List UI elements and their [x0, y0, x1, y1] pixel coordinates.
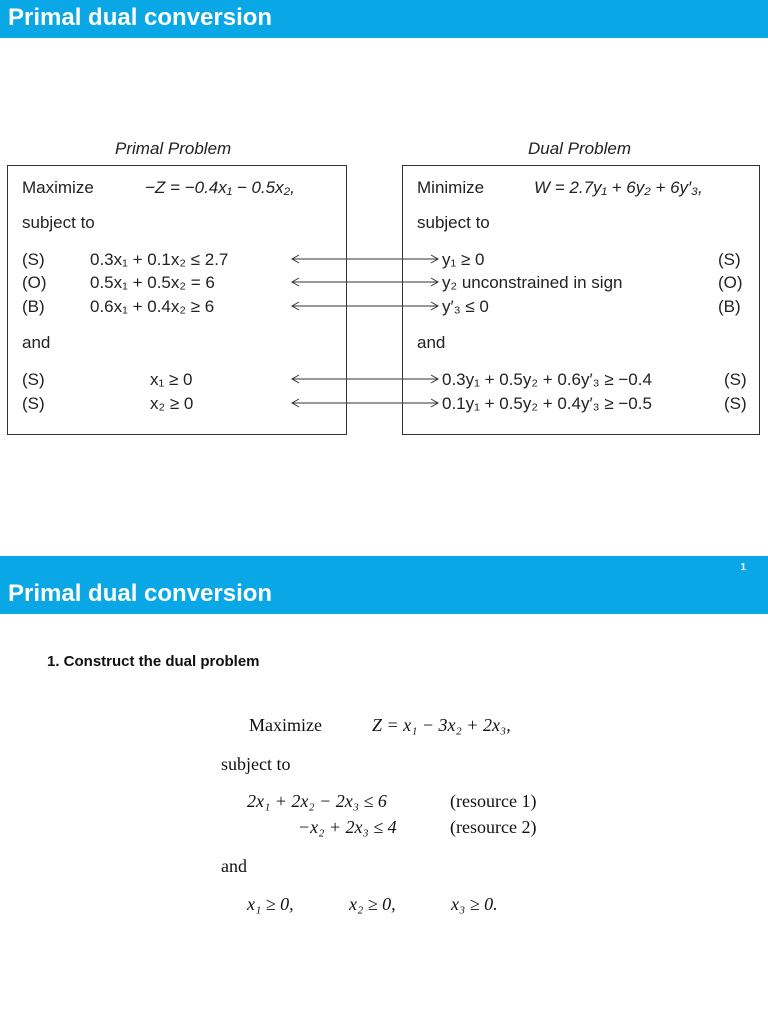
primal-objective-label: Maximize — [22, 178, 94, 197]
nonneg-x3: x₃ ≥ 0. — [451, 894, 498, 914]
dual-constraint: y₁ ≥ 0 — [442, 250, 485, 269]
primal-nonneg: x₂ ≥ 0 — [150, 394, 194, 413]
constraint: 2x₁ + 2x₂ − 2x₃ ≤ 6 — [247, 791, 387, 811]
dual-subject-to: subject to — [417, 213, 490, 232]
slide-gap — [0, 540, 768, 556]
primal-constraint: 0.6x₁ + 0.4x₂ ≥ 6 — [90, 297, 215, 316]
arrow-row-1 — [292, 255, 438, 263]
dual-nonneg: 0.1y₁ + 0.5y₂ + 0.4y′₃ ≥ −0.5 — [442, 394, 652, 413]
objective-label: Maximize — [249, 715, 322, 735]
subject-to: subject to — [221, 754, 291, 774]
dual-nonneg-tag: (S) — [724, 394, 747, 413]
task-instruction: 1. Construct the dual problem — [47, 653, 260, 670]
slide-title-bar — [0, 556, 768, 614]
dual-constraint-tag: (O) — [718, 273, 743, 292]
arrow-row-3 — [292, 302, 438, 310]
dual-and: and — [417, 333, 446, 352]
primal-objective: −Z = −0.4x₁ − 0.5x₂, — [145, 178, 295, 197]
arrow-row-2 — [292, 278, 438, 286]
primal-and: and — [22, 333, 51, 352]
primal-constraint: 0.5x₁ + 0.5x₂ = 6 — [90, 273, 215, 292]
dual-objective-label: Minimize — [417, 178, 485, 197]
dual-objective: W = 2.7y₁ + 6y₂ + 6y′₃, — [534, 178, 703, 197]
slide-title: Primal dual conversion — [8, 4, 273, 31]
primal-nonneg-tag: (S) — [22, 394, 45, 413]
primal-constraint-tag: (B) — [22, 297, 45, 316]
page-number: 1 — [740, 562, 746, 573]
primal-caption: Primal Problem — [115, 139, 232, 158]
dual-constraint-tag: (S) — [718, 250, 741, 269]
primal-constraint-tag: (S) — [22, 250, 45, 269]
dual-nonneg: 0.3y₁ + 0.5y₂ + 0.6y′₃ ≥ −0.4 — [442, 370, 652, 389]
arrow-row-4 — [292, 375, 438, 383]
dual-constraint: y₂ unconstrained in sign — [442, 273, 623, 292]
slide-2 — [0, 556, 768, 1024]
primal-subject-to: subject to — [22, 213, 95, 232]
primal-nonneg-tag: (S) — [22, 370, 45, 389]
primal-constraint: 0.3x₁ + 0.1x₂ ≤ 2.7 — [90, 250, 229, 269]
constraint-note: (resource 1) — [450, 791, 537, 811]
dual-constraint-tag: (B) — [718, 297, 741, 316]
constraint: −x₂ + 2x₃ ≤ 4 — [298, 817, 397, 837]
objective: Z = x₁ − 3x₂ + 2x₃, — [372, 715, 511, 735]
constraint-note: (resource 2) — [450, 817, 537, 837]
nonneg-x2: x₂ ≥ 0, — [349, 894, 396, 914]
dual-nonneg-tag: (S) — [724, 370, 747, 389]
slide-title: Primal dual conversion — [8, 580, 273, 607]
nonneg-x1: x₁ ≥ 0, — [247, 894, 294, 914]
primal-nonneg: x₁ ≥ 0 — [150, 370, 193, 389]
dual-caption: Dual Problem — [528, 139, 631, 158]
dual-constraint: y′₃ ≤ 0 — [442, 297, 489, 316]
primal-constraint-tag: (O) — [22, 273, 47, 292]
arrow-row-5 — [292, 399, 438, 407]
and-label: and — [221, 856, 247, 876]
